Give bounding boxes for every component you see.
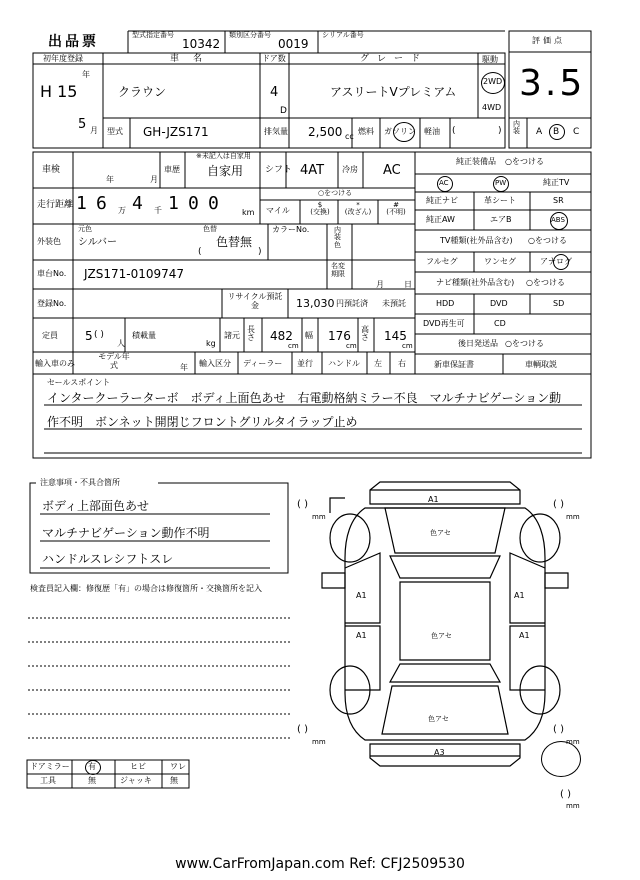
import-label: 輸入車のみ bbox=[35, 359, 75, 368]
length-unit: cm bbox=[288, 342, 299, 350]
car-name-value: クラウン bbox=[118, 85, 167, 99]
mileage-option-mile: マイル bbox=[266, 206, 290, 215]
recycle-unit: 円預託済 bbox=[336, 299, 368, 308]
capacity-paren: ( ) bbox=[94, 330, 104, 340]
nav-hdd: HDD bbox=[436, 299, 455, 308]
interior-grade-c: C bbox=[573, 127, 580, 137]
rating-value: 3.5 bbox=[519, 63, 586, 104]
mileage-digit: 4 bbox=[132, 193, 143, 214]
grade-value: アスリートVプレミアム bbox=[330, 85, 457, 99]
fuel-other-close: ) bbox=[498, 126, 502, 136]
notes-line-1: ボディ上部面色あせ bbox=[42, 499, 150, 513]
docs-manual: 車輌取説 bbox=[525, 360, 557, 369]
drive-4wd: 4WD bbox=[482, 103, 502, 112]
nav-type-label: ナビ種類(社外品含む) bbox=[436, 278, 515, 287]
import-type-label: 輸入区分 bbox=[199, 359, 231, 368]
shift-value: 4AT bbox=[300, 163, 325, 178]
tire-depth-rear-left: ( ) bbox=[297, 724, 308, 735]
model-year-label: モデル年式 bbox=[98, 352, 130, 370]
year-suffix: 年 bbox=[82, 70, 90, 79]
mileage-digit: 0 bbox=[208, 193, 219, 214]
tv-oneseg: ワンセグ bbox=[484, 257, 516, 266]
color-code-label: 色替 bbox=[203, 225, 217, 233]
docs-note: ○をつける bbox=[505, 339, 544, 348]
equipment-ac: AC bbox=[439, 179, 449, 187]
name-change-day: 日 bbox=[404, 280, 412, 289]
color-paren-close: ) bbox=[258, 247, 262, 257]
mileage-digits bbox=[76, 193, 256, 219]
sales-points-label: セールスポイント bbox=[47, 378, 111, 387]
ac-label: 冷房 bbox=[342, 165, 358, 174]
history-note: ※未記入は自家用 bbox=[196, 152, 251, 160]
height-value: 145 bbox=[384, 329, 407, 343]
displacement-unit: cc bbox=[345, 132, 354, 141]
inspection-year-unit: 年 bbox=[106, 175, 114, 184]
check-tools-value: 無 bbox=[88, 776, 96, 785]
fuel-other-open: ( bbox=[452, 126, 456, 136]
tv-fullseg: フルセグ bbox=[426, 257, 458, 266]
doors-label: ドア数 bbox=[262, 54, 286, 63]
model-year-unit: 年 bbox=[180, 363, 188, 372]
height-unit: cm bbox=[402, 342, 413, 350]
recycle-unpaid: 未預託 bbox=[382, 299, 406, 308]
import-type-dealer: ディーラー bbox=[243, 359, 283, 368]
first-reg-label: 初年度登録 bbox=[43, 54, 83, 63]
mileage-digit: 6 bbox=[96, 193, 107, 214]
nav-sd: SD bbox=[553, 299, 565, 308]
docs-label: 後日発送品 bbox=[458, 339, 498, 348]
reg-month-value: 5 bbox=[78, 117, 87, 132]
inspection-label: 車検 bbox=[42, 165, 61, 175]
drive-2wd: 2WD bbox=[483, 77, 503, 86]
orig-color-value: シルバー bbox=[78, 237, 118, 248]
equipment-aw: 純正AW bbox=[426, 215, 455, 224]
tire-depth-spare: ( ) bbox=[560, 789, 571, 800]
color-no-label: カラーNo. bbox=[272, 225, 310, 234]
car-name-label: 車名 bbox=[170, 54, 217, 64]
color-label: 外装色 bbox=[37, 237, 61, 246]
month-suffix: 月 bbox=[90, 126, 98, 135]
nav-cd: CD bbox=[494, 319, 506, 328]
damage-mark-right-rear-door: A1 bbox=[519, 631, 530, 640]
length-value: 482 bbox=[270, 329, 293, 343]
mileage-digit: 0 bbox=[188, 193, 199, 214]
check-jack-value: 無 bbox=[170, 776, 178, 785]
mileage-unit-man: 万 bbox=[118, 206, 126, 215]
color-paren-open: ( bbox=[198, 247, 202, 257]
dims-label: 諸元 bbox=[224, 331, 240, 340]
length-label: 長さ bbox=[247, 325, 255, 343]
rating-label: 評価点 bbox=[532, 36, 565, 45]
inspector-label: 検査員記入欄：修復歴「有」の場合は修復箇所・交換箇所を記入 bbox=[30, 584, 262, 593]
interior-color-label: 内装色 bbox=[334, 226, 341, 249]
spare-tire-circle bbox=[541, 738, 581, 777]
interior-grade-b: B bbox=[553, 127, 560, 137]
equipment-leather: 革シート bbox=[484, 196, 516, 205]
equipment-airbag: エアB bbox=[490, 215, 512, 224]
tire-unit-front-left: mm bbox=[312, 513, 326, 521]
equipment-navi: 純正ナビ bbox=[426, 196, 458, 205]
grade-label: グレード bbox=[360, 54, 429, 64]
tv-type-note: ○をつける bbox=[528, 236, 567, 245]
sales-points-line-2: 作不明 ボンネット開閉じフロントグリルタイラップ止め bbox=[47, 415, 358, 429]
chassis-label: 車台No. bbox=[37, 269, 67, 278]
recycle-label: リサイクル預託金 bbox=[227, 292, 283, 310]
notes-line-2: マルチナビゲーション動作不明 bbox=[42, 526, 210, 540]
tire-unit-front-right: mm bbox=[566, 513, 580, 521]
history-value: 自家用 bbox=[207, 164, 244, 178]
name-change-label: 名変期限 bbox=[331, 262, 345, 278]
factory-equipment-label: 純正装備品 bbox=[456, 157, 496, 166]
nav-dvd-playback: DVD再生可 bbox=[423, 319, 465, 328]
tire-depth-front-right: ( ) bbox=[553, 499, 564, 510]
check-tools-label: 工具 bbox=[40, 776, 56, 785]
reg-era-value: H 15 bbox=[40, 82, 78, 101]
import-type-parallel: 並行 bbox=[297, 359, 313, 368]
recycle-value: 13,030 bbox=[296, 297, 335, 310]
damage-mark-hood: 色アセ bbox=[430, 529, 451, 537]
tire-depth-front-left: ( ) bbox=[297, 499, 308, 510]
mileage-unit-sen: 千 bbox=[154, 206, 162, 215]
model-value: GH-JZS171 bbox=[143, 125, 209, 139]
damage-mark-front-bumper: A1 bbox=[428, 495, 439, 504]
equipment-sr: SR bbox=[553, 196, 564, 205]
check-door-mirror-label: ドアミラー bbox=[30, 762, 70, 771]
displacement-value: 2,500 bbox=[308, 125, 343, 139]
docs-warranty: 新車保証書 bbox=[434, 360, 474, 369]
check-break-label: ワレ bbox=[170, 762, 186, 771]
doors-value: 4 bbox=[270, 85, 279, 100]
mileage-option-unknown: # (不明) bbox=[386, 201, 406, 216]
damage-mark-left-rear-door: A1 bbox=[356, 631, 367, 640]
check-jack-label: ジャッキ bbox=[120, 776, 152, 785]
handle-label: ハンドル bbox=[328, 359, 360, 368]
damage-mark-rear-bumper: A3 bbox=[434, 748, 445, 757]
capacity-unit: 人 bbox=[117, 339, 125, 348]
check-crack-label: ヒビ bbox=[130, 762, 146, 771]
drive-label: 駆動 bbox=[482, 55, 498, 64]
factory-equipment-note: ○をつける bbox=[505, 157, 544, 166]
category-label: 類別区分番号 bbox=[229, 31, 271, 39]
capacity-label: 定員 bbox=[42, 331, 58, 340]
capacity-value: 5 bbox=[85, 329, 93, 343]
history-label: 車歴 bbox=[164, 165, 180, 174]
fuel-diesel: 軽油 bbox=[424, 127, 440, 136]
fuel-label: 燃料 bbox=[358, 127, 374, 136]
form-title: 出品票 bbox=[48, 34, 99, 50]
tire-unit-rear-left: mm bbox=[312, 738, 326, 746]
damage-mark-right-front-door: A1 bbox=[514, 591, 525, 600]
equipment-tv: 純正TV bbox=[543, 178, 570, 187]
handle-left: 左 bbox=[374, 359, 382, 368]
orig-color-label: 元色 bbox=[78, 225, 92, 233]
equipment-abs: ABS bbox=[551, 216, 565, 224]
mileage-circle-note: ○をつける bbox=[318, 189, 353, 197]
check-door-mirror-value: 有 bbox=[88, 762, 96, 771]
nav-type-note: ○をつける bbox=[526, 278, 565, 287]
mileage-label: 走行距離 bbox=[37, 200, 74, 210]
inspection-month-unit: 月 bbox=[150, 175, 158, 184]
serial-label: シリアル番号 bbox=[322, 31, 364, 39]
mileage-km: km bbox=[242, 208, 255, 217]
door-type: D bbox=[280, 106, 287, 116]
load-label: 積載量 bbox=[132, 331, 156, 340]
tv-type-label: TV種類(社外品含む) bbox=[440, 236, 513, 245]
load-unit: kg bbox=[206, 339, 216, 348]
model-designation-value: 10342 bbox=[182, 37, 221, 51]
mileage-option-exchange: $ (交換) bbox=[310, 201, 330, 216]
width-unit: cm bbox=[346, 342, 357, 350]
interior-label: 内装 bbox=[513, 120, 520, 135]
model-designation-label: 型式指定番号 bbox=[132, 31, 174, 39]
chassis-value: JZS171-0109747 bbox=[84, 267, 185, 281]
displacement-label: 排気量 bbox=[264, 127, 288, 136]
mileage-option-tampered: * (改ざん) bbox=[344, 201, 372, 216]
notes-line-3: ハンドルスレシフトスレ bbox=[42, 552, 174, 566]
damage-mark-roof: 色アセ bbox=[431, 632, 452, 640]
sales-points-line-1: インタークーラーターボ ボディ上面色あせ 右電動格納ミラー不良 マルチナビゲーション動 bbox=[47, 391, 562, 405]
shift-label: シフト bbox=[265, 165, 293, 175]
model-label: 型式 bbox=[107, 127, 123, 136]
damage-mark-trunk: 色アセ bbox=[428, 715, 449, 723]
watermark: www.CarFromJapan.com Ref: CFJ2509530 bbox=[175, 856, 465, 872]
ac-value: AC bbox=[383, 163, 401, 178]
height-label: 高さ bbox=[361, 325, 369, 343]
color-change-value: 色替無 bbox=[216, 235, 253, 249]
damage-mark-left-front-door: A1 bbox=[356, 591, 367, 600]
width-value: 176 bbox=[328, 329, 351, 343]
category-value: 0019 bbox=[278, 37, 309, 51]
tire-unit-rear-right: mm bbox=[566, 738, 580, 746]
name-change-month: 月 bbox=[376, 280, 384, 289]
handle-right: 右 bbox=[398, 359, 406, 368]
equipment-pw: PW bbox=[495, 179, 507, 187]
car-damage-diagram bbox=[300, 478, 590, 783]
mileage-digit: 1 bbox=[168, 193, 179, 214]
tire-unit-spare: mm bbox=[566, 802, 580, 810]
reg-no-label: 登録No. bbox=[37, 299, 67, 308]
width-label: 幅 bbox=[305, 331, 313, 340]
notes-label: 注意事項・不具合箇所 bbox=[40, 478, 120, 487]
fuel-gasoline: ガソリン bbox=[384, 127, 416, 136]
tv-analog: アナログ bbox=[540, 257, 572, 266]
nav-dvd: DVD bbox=[490, 299, 508, 308]
interior-grade-a: A bbox=[536, 127, 543, 137]
mileage-digit: 1 bbox=[76, 193, 87, 214]
tire-depth-rear-right: ( ) bbox=[553, 724, 564, 735]
